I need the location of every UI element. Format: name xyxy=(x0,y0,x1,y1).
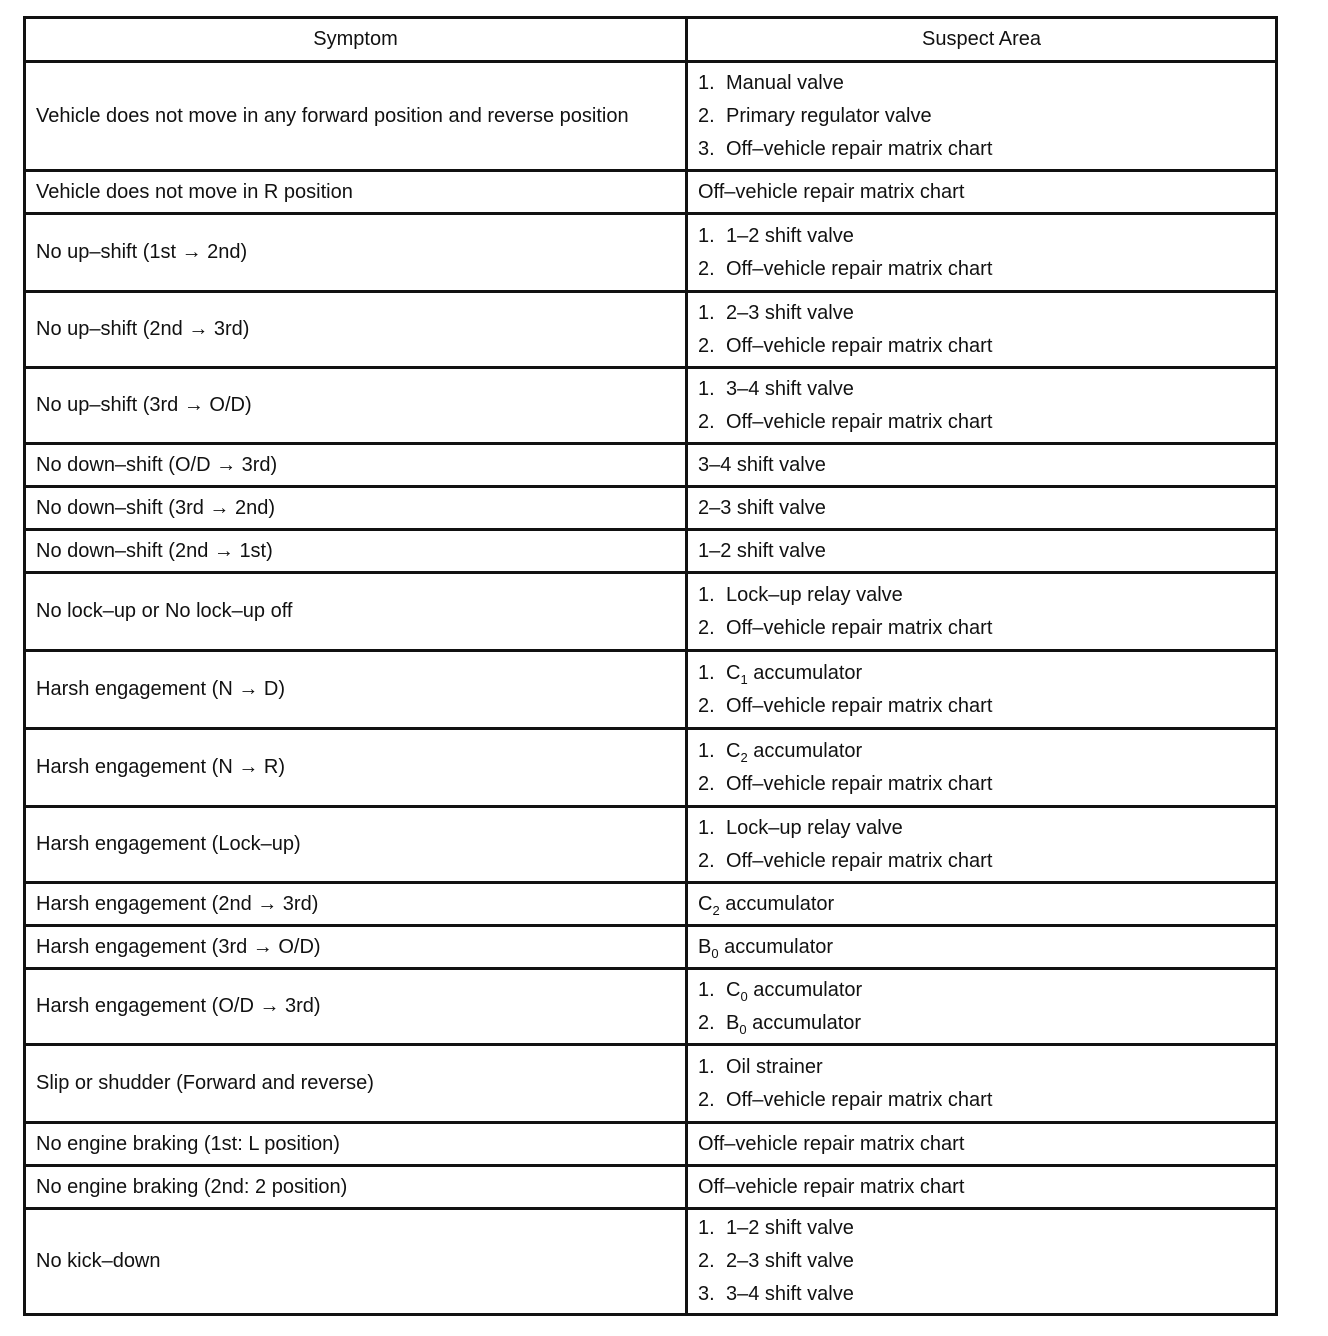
item-subscript: 2 xyxy=(712,902,720,918)
item-text: Off–vehicle repair matrix chart xyxy=(726,694,993,717)
suspect-list xyxy=(698,535,1265,568)
item-number: 1. xyxy=(698,71,715,94)
list-item xyxy=(698,768,1265,801)
list-item xyxy=(698,812,1265,845)
suspect-area-cell xyxy=(687,729,1277,807)
table-row xyxy=(25,444,1277,487)
list-item xyxy=(698,1007,1265,1040)
item-text: 1–2 shift valve xyxy=(698,539,826,562)
item-number: 1. xyxy=(698,978,715,1001)
item-text: C xyxy=(698,892,713,915)
list-item xyxy=(698,888,1265,921)
item-text: Off–vehicle repair matrix chart xyxy=(726,137,993,160)
item-text: 2–3 shift valve xyxy=(726,1250,854,1272)
suspect-list xyxy=(698,1212,1265,1311)
symptom-cell: No down–shift (O/D → 3rd) xyxy=(25,444,687,487)
list-item xyxy=(698,100,1265,133)
list-item xyxy=(698,406,1265,439)
item-text-suffix: accumulator xyxy=(718,935,834,958)
item-text: Oil strainer xyxy=(726,1055,823,1078)
symptom-cell: No up–shift (1st → 2nd) xyxy=(25,214,687,292)
item-text: Off–vehicle repair matrix chart xyxy=(726,772,993,795)
suspect-area-cell xyxy=(687,171,1277,214)
suspect-area-cell xyxy=(687,487,1277,530)
list-item xyxy=(698,220,1265,253)
item-number: 3. xyxy=(698,1283,715,1305)
item-text-suffix: accumulator xyxy=(747,739,863,762)
list-item xyxy=(698,657,1265,690)
item-text: Off–vehicle repair matrix chart xyxy=(698,1132,965,1155)
item-number: 1. xyxy=(698,1055,715,1078)
suspect-list xyxy=(698,449,1265,482)
list-item xyxy=(698,1278,1265,1311)
item-number: 2. xyxy=(698,334,715,357)
symptom-cell: Harsh engagement (3rd → O/D) xyxy=(25,926,687,969)
suspect-list xyxy=(698,812,1265,878)
item-number: 1. xyxy=(698,301,715,324)
item-number: 2. xyxy=(698,616,715,639)
item-text: B xyxy=(698,935,712,958)
item-subscript: 0 xyxy=(711,945,719,961)
list-item xyxy=(698,1212,1265,1245)
list-item xyxy=(698,931,1265,964)
list-item xyxy=(698,974,1265,1007)
item-text: 1–2 shift valve xyxy=(726,1217,854,1239)
item-text-suffix: accumulator xyxy=(719,892,835,915)
list-item xyxy=(698,612,1265,645)
symptom-cell: No down–shift (3rd → 2nd) xyxy=(25,487,687,530)
suspect-list xyxy=(698,1171,1265,1204)
symptom-cell: No up–shift (2nd → 3rd) xyxy=(25,292,687,368)
suspect-area-cell xyxy=(687,1209,1277,1315)
table-row xyxy=(25,729,1277,807)
table-row xyxy=(25,1123,1277,1166)
suspect-list xyxy=(698,1128,1265,1161)
item-text: 3–4 shift valve xyxy=(726,1283,854,1305)
symptom-cell: Harsh engagement (Lock–up) xyxy=(25,807,687,883)
symptom-cell: Harsh engagement (O/D → 3rd) xyxy=(25,969,687,1045)
header-symptom: Symptom xyxy=(25,18,687,62)
item-number: 1. xyxy=(698,377,715,400)
item-text: 1–2 shift valve xyxy=(726,224,854,247)
symptom-cell: Harsh engagement (N → R) xyxy=(25,729,687,807)
table-row xyxy=(25,487,1277,530)
item-text-suffix: accumulator xyxy=(747,978,863,1001)
suspect-area-cell xyxy=(687,444,1277,487)
symptom-cell: No engine braking (1st: L position) xyxy=(25,1123,687,1166)
symptom-cell: No lock–up or No lock–up off xyxy=(25,573,687,651)
suspect-area-cell xyxy=(687,807,1277,883)
item-text: C xyxy=(726,661,741,684)
suspect-list xyxy=(698,176,1265,209)
item-text-suffix: accumulator xyxy=(747,661,863,684)
suspect-area-cell xyxy=(687,926,1277,969)
item-number: 1. xyxy=(698,1217,715,1239)
table-row xyxy=(25,62,1277,171)
table-row xyxy=(25,651,1277,729)
list-item xyxy=(698,449,1265,482)
item-number: 1. xyxy=(698,816,715,839)
table-row xyxy=(25,1166,1277,1209)
item-text: 2–3 shift valve xyxy=(698,496,826,519)
suspect-area-cell xyxy=(687,530,1277,573)
item-text: C xyxy=(726,739,741,762)
suspect-area-cell xyxy=(687,1045,1277,1123)
suspect-list xyxy=(698,974,1265,1040)
item-number: 2. xyxy=(698,1011,715,1034)
symptom-cell: Harsh engagement (2nd → 3rd) xyxy=(25,883,687,926)
item-text: Off–vehicle repair matrix chart xyxy=(726,257,993,280)
item-text: 3–4 shift valve xyxy=(726,377,854,400)
list-item xyxy=(698,133,1265,166)
suspect-area-cell xyxy=(687,883,1277,926)
item-subscript: 1 xyxy=(740,671,748,687)
item-number: 2. xyxy=(698,1088,715,1111)
list-item xyxy=(698,297,1265,330)
item-text: Off–vehicle repair matrix chart xyxy=(726,1088,993,1111)
item-subscript: 0 xyxy=(739,1021,747,1037)
suspect-area-cell xyxy=(687,1166,1277,1209)
list-item xyxy=(698,735,1265,768)
suspect-list xyxy=(698,373,1265,439)
item-text: Off–vehicle repair matrix chart xyxy=(726,616,993,639)
item-text-suffix: accumulator xyxy=(746,1011,862,1034)
list-item xyxy=(698,67,1265,100)
list-item xyxy=(698,1084,1265,1117)
suspect-area-cell xyxy=(687,573,1277,651)
suspect-list xyxy=(698,931,1265,964)
list-item xyxy=(698,176,1265,209)
item-text: Manual valve xyxy=(726,71,844,94)
suspect-area-cell xyxy=(687,1123,1277,1166)
table-row xyxy=(25,926,1277,969)
suspect-area-cell xyxy=(687,214,1277,292)
list-item xyxy=(698,1245,1265,1278)
item-text: Off–vehicle repair matrix chart xyxy=(726,410,993,433)
table-row xyxy=(25,807,1277,883)
suspect-area-cell xyxy=(687,368,1277,444)
item-text: B xyxy=(726,1011,740,1034)
list-item xyxy=(698,690,1265,723)
suspect-area-cell xyxy=(687,969,1277,1045)
table-row xyxy=(25,573,1277,651)
symptom-cell: No kick–down xyxy=(25,1209,687,1315)
symptom-cell: Harsh engagement (N → D) xyxy=(25,651,687,729)
suspect-list xyxy=(698,220,1265,286)
item-text: Off–vehicle repair matrix chart xyxy=(726,334,993,357)
table-body xyxy=(25,62,1277,1315)
item-text: Off–vehicle repair matrix chart xyxy=(726,849,993,872)
symptom-table xyxy=(23,16,1278,1316)
list-item xyxy=(698,535,1265,568)
item-number: 2. xyxy=(698,849,715,872)
list-item xyxy=(698,1051,1265,1084)
item-text: 2–3 shift valve xyxy=(726,301,854,324)
list-item xyxy=(698,1171,1265,1204)
item-number: 2. xyxy=(698,257,715,280)
header-suspect-area: Suspect Area xyxy=(687,18,1277,62)
item-number: 1. xyxy=(698,224,715,247)
suspect-list xyxy=(698,297,1265,363)
table-row xyxy=(25,171,1277,214)
list-item xyxy=(698,845,1265,878)
table-row xyxy=(25,292,1277,368)
item-text: Off–vehicle repair matrix chart xyxy=(698,180,965,203)
suspect-list xyxy=(698,888,1265,921)
list-item xyxy=(698,579,1265,612)
symptom-cell: Slip or shudder (Forward and reverse) xyxy=(25,1045,687,1123)
table-row xyxy=(25,368,1277,444)
item-text: Primary regulator valve xyxy=(726,104,932,127)
suspect-list xyxy=(698,492,1265,525)
symptom-cell: No engine braking (2nd: 2 position) xyxy=(25,1166,687,1209)
item-text: Off–vehicle repair matrix chart xyxy=(698,1175,965,1198)
list-item xyxy=(698,492,1265,525)
suspect-area-cell xyxy=(687,651,1277,729)
suspect-area-cell xyxy=(687,292,1277,368)
list-item xyxy=(698,1128,1265,1161)
symptom-cell: Vehicle does not move in R position xyxy=(25,171,687,214)
item-number: 2. xyxy=(698,104,715,127)
item-number: 1. xyxy=(698,583,715,606)
list-item xyxy=(698,373,1265,406)
item-text: Lock–up relay valve xyxy=(726,583,903,606)
table-row xyxy=(25,214,1277,292)
item-number: 1. xyxy=(698,739,715,762)
item-text: 3–4 shift valve xyxy=(698,453,826,476)
item-number: 2. xyxy=(698,410,715,433)
item-number: 2. xyxy=(698,1250,715,1272)
table-header-row xyxy=(25,18,1277,62)
symptom-cell: Vehicle does not move in any forward position and reverse position xyxy=(25,62,687,171)
suspect-list xyxy=(698,579,1265,645)
table-row xyxy=(25,1209,1277,1315)
table-row xyxy=(25,530,1277,573)
item-subscript: 2 xyxy=(740,749,748,765)
table-row xyxy=(25,969,1277,1045)
item-text: C xyxy=(726,978,741,1001)
table-row xyxy=(25,1045,1277,1123)
item-number: 3. xyxy=(698,137,715,160)
list-item xyxy=(698,330,1265,363)
suspect-list xyxy=(698,735,1265,801)
symptom-cell: No up–shift (3rd → O/D) xyxy=(25,368,687,444)
symptom-cell: No down–shift (2nd → 1st) xyxy=(25,530,687,573)
item-subscript: 0 xyxy=(740,988,748,1004)
table-row xyxy=(25,883,1277,926)
list-item xyxy=(698,253,1265,286)
item-number: 2. xyxy=(698,772,715,795)
suspect-area-cell xyxy=(687,62,1277,171)
suspect-list xyxy=(698,67,1265,166)
item-text: Lock–up relay valve xyxy=(726,816,903,839)
suspect-list xyxy=(698,657,1265,723)
item-number: 2. xyxy=(698,694,715,717)
suspect-list xyxy=(698,1051,1265,1117)
item-number: 1. xyxy=(698,661,715,684)
